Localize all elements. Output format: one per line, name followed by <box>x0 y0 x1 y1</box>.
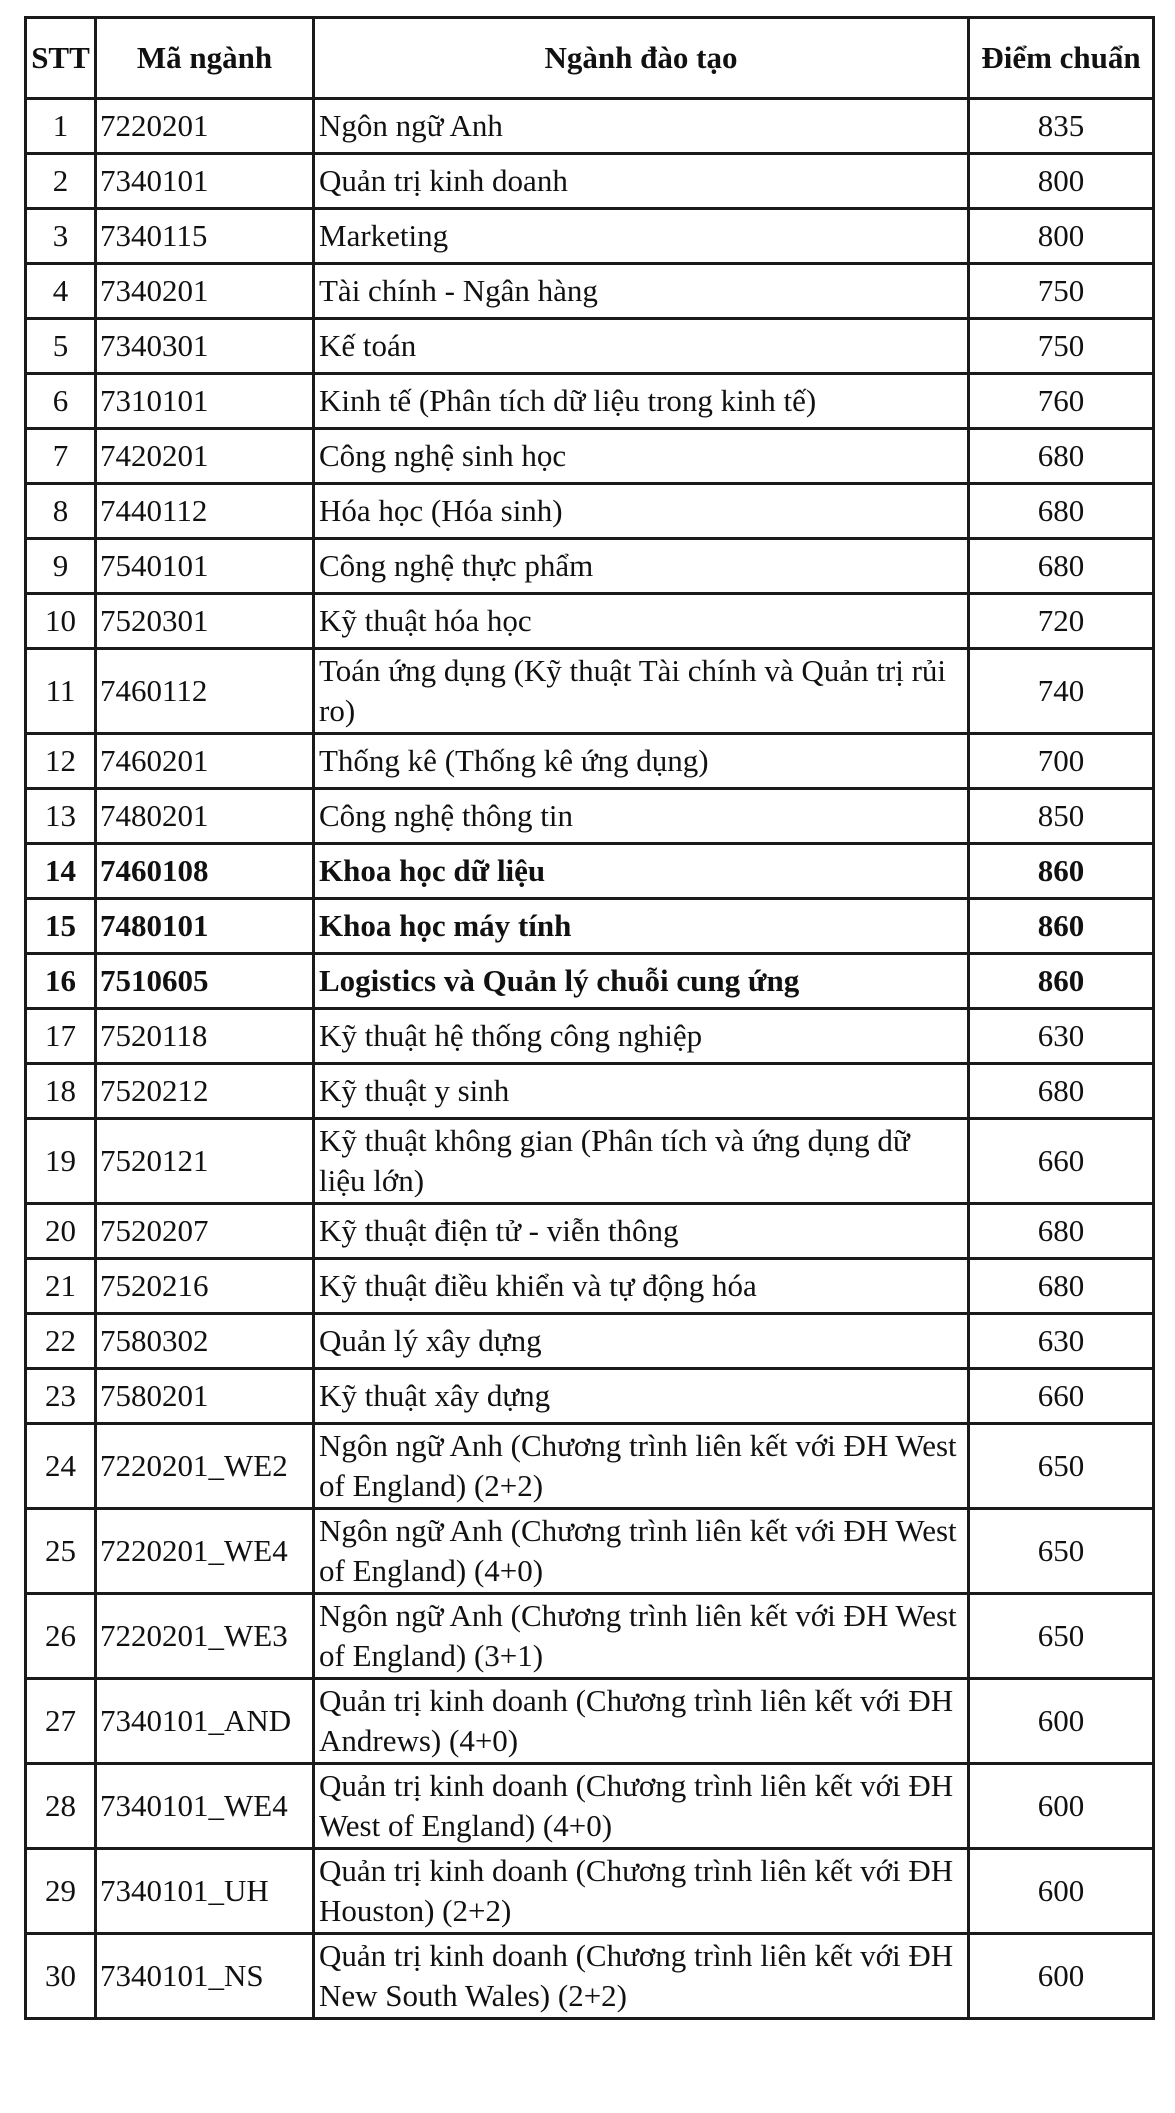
table-row <box>26 1314 1154 1369</box>
row-stt: 21 <box>26 1259 96 1314</box>
row-cutoff-score: 850 <box>969 789 1154 844</box>
table-row <box>26 734 1154 789</box>
row-stt: 26 <box>26 1594 96 1679</box>
row-major-name: Kỹ thuật hóa học <box>314 594 969 649</box>
row-stt: 22 <box>26 1314 96 1369</box>
row-cutoff-score: 650 <box>969 1594 1154 1679</box>
row-stt: 30 <box>26 1934 96 2019</box>
row-major-name: Kỹ thuật xây dựng <box>314 1369 969 1424</box>
row-major-name: Quản trị kinh doanh <box>314 154 969 209</box>
row-cutoff-score: 860 <box>969 954 1154 1009</box>
table-row <box>26 99 1154 154</box>
row-cutoff-score: 680 <box>969 1259 1154 1314</box>
row-stt: 28 <box>26 1764 96 1849</box>
row-cutoff-score: 680 <box>969 1204 1154 1259</box>
row-stt: 27 <box>26 1679 96 1764</box>
row-stt: 15 <box>26 899 96 954</box>
table-header <box>26 18 1154 99</box>
row-major-name: Khoa học máy tính <box>314 899 969 954</box>
row-major-name: Kỹ thuật hệ thống công nghiệp <box>314 1009 969 1064</box>
table-row <box>26 1679 1154 1764</box>
table-row <box>26 319 1154 374</box>
row-major-code: 7520121 <box>96 1119 314 1204</box>
row-major-code: 7520207 <box>96 1204 314 1259</box>
row-major-code: 7220201_WE2 <box>96 1424 314 1509</box>
row-major-code: 7480101 <box>96 899 314 954</box>
row-stt: 3 <box>26 209 96 264</box>
row-stt: 23 <box>26 1369 96 1424</box>
row-major-name: Logistics và Quản lý chuỗi cung ứng <box>314 954 969 1009</box>
row-stt: 13 <box>26 789 96 844</box>
row-cutoff-score: 860 <box>969 899 1154 954</box>
row-cutoff-score: 600 <box>969 1934 1154 2019</box>
row-cutoff-score: 750 <box>969 319 1154 374</box>
row-cutoff-score: 680 <box>969 539 1154 594</box>
row-major-code: 7340101_AND <box>96 1679 314 1764</box>
row-major-code: 7340101_NS <box>96 1934 314 2019</box>
row-major-name: Toán ứng dụng (Kỹ thuật Tài chính và Quản trị rủi ro) <box>314 649 969 734</box>
row-stt: 29 <box>26 1849 96 1934</box>
row-major-name: Quản trị kinh doanh (Chương trình liên kết với ĐH Andrews) (4+0) <box>314 1679 969 1764</box>
row-stt: 19 <box>26 1119 96 1204</box>
row-major-name: Ngôn ngữ Anh <box>314 99 969 154</box>
row-major-code: 7220201 <box>96 99 314 154</box>
row-major-code: 7460108 <box>96 844 314 899</box>
row-cutoff-score: 835 <box>969 99 1154 154</box>
row-major-name: Quản trị kinh doanh (Chương trình liên kết với ĐH New South Wales) (2+2) <box>314 1934 969 2019</box>
row-cutoff-score: 740 <box>969 649 1154 734</box>
row-cutoff-score: 660 <box>969 1369 1154 1424</box>
row-major-name: Kỹ thuật điện tử - viễn thông <box>314 1204 969 1259</box>
row-stt: 17 <box>26 1009 96 1064</box>
table-row <box>26 1064 1154 1119</box>
row-cutoff-score: 650 <box>969 1509 1154 1594</box>
row-major-code: 7310101 <box>96 374 314 429</box>
header-major-name: Ngành đào tạo <box>314 18 969 99</box>
row-major-name: Marketing <box>314 209 969 264</box>
table-row <box>26 1204 1154 1259</box>
row-major-name: Kế toán <box>314 319 969 374</box>
row-stt: 20 <box>26 1204 96 1259</box>
row-cutoff-score: 700 <box>969 734 1154 789</box>
row-major-code: 7520118 <box>96 1009 314 1064</box>
row-major-name: Ngôn ngữ Anh (Chương trình liên kết với ĐH West of England) (2+2) <box>314 1424 969 1509</box>
row-major-code: 7340115 <box>96 209 314 264</box>
row-major-name: Quản trị kinh doanh (Chương trình liên kết với ĐH West of England) (4+0) <box>314 1764 969 1849</box>
row-major-name: Ngôn ngữ Anh (Chương trình liên kết với ĐH West of England) (4+0) <box>314 1509 969 1594</box>
row-stt: 9 <box>26 539 96 594</box>
table-row <box>26 539 1154 594</box>
table-row <box>26 374 1154 429</box>
row-major-code: 7460201 <box>96 734 314 789</box>
row-stt: 7 <box>26 429 96 484</box>
table-row <box>26 1369 1154 1424</box>
row-stt: 11 <box>26 649 96 734</box>
table-body <box>26 99 1154 2019</box>
row-major-name: Công nghệ thực phẩm <box>314 539 969 594</box>
row-major-name: Kỹ thuật y sinh <box>314 1064 969 1119</box>
table-row <box>26 1764 1154 1849</box>
row-major-code: 7520212 <box>96 1064 314 1119</box>
admission-score-sheet <box>24 16 1152 2020</box>
row-major-name: Tài chính - Ngân hàng <box>314 264 969 319</box>
row-major-name: Quản trị kinh doanh (Chương trình liên kết với ĐH Houston) (2+2) <box>314 1849 969 1934</box>
table-row <box>26 594 1154 649</box>
table-row <box>26 899 1154 954</box>
row-stt: 8 <box>26 484 96 539</box>
row-cutoff-score: 680 <box>969 484 1154 539</box>
row-major-code: 7520301 <box>96 594 314 649</box>
row-major-name: Công nghệ thông tin <box>314 789 969 844</box>
header-major-code: Mã ngành <box>96 18 314 99</box>
row-stt: 12 <box>26 734 96 789</box>
admission-score-table <box>24 16 1155 2020</box>
row-cutoff-score: 660 <box>969 1119 1154 1204</box>
row-cutoff-score: 800 <box>969 154 1154 209</box>
table-row <box>26 1259 1154 1314</box>
row-stt: 1 <box>26 99 96 154</box>
row-major-code: 7460112 <box>96 649 314 734</box>
table-row <box>26 1849 1154 1934</box>
table-row <box>26 484 1154 539</box>
row-major-code: 7480201 <box>96 789 314 844</box>
header-stt: STT <box>26 18 96 99</box>
row-cutoff-score: 600 <box>969 1679 1154 1764</box>
table-row <box>26 429 1154 484</box>
row-major-name: Quản lý xây dựng <box>314 1314 969 1369</box>
row-stt: 24 <box>26 1424 96 1509</box>
row-cutoff-score: 800 <box>969 209 1154 264</box>
row-cutoff-score: 600 <box>969 1764 1154 1849</box>
row-major-code: 7440112 <box>96 484 314 539</box>
table-row <box>26 1934 1154 2019</box>
row-major-name: Ngôn ngữ Anh (Chương trình liên kết với ĐH West of England) (3+1) <box>314 1594 969 1679</box>
row-major-name: Công nghệ sinh học <box>314 429 969 484</box>
table-row <box>26 649 1154 734</box>
table-row <box>26 1119 1154 1204</box>
row-stt: 4 <box>26 264 96 319</box>
row-major-code: 7540101 <box>96 539 314 594</box>
row-major-code: 7580201 <box>96 1369 314 1424</box>
row-stt: 18 <box>26 1064 96 1119</box>
row-major-name: Khoa học dữ liệu <box>314 844 969 899</box>
table-row <box>26 1509 1154 1594</box>
row-cutoff-score: 750 <box>969 264 1154 319</box>
table-row <box>26 209 1154 264</box>
row-major-name: Thống kê (Thống kê ứng dụng) <box>314 734 969 789</box>
row-major-code: 7220201_WE4 <box>96 1509 314 1594</box>
row-stt: 6 <box>26 374 96 429</box>
header-row <box>26 18 1154 99</box>
row-stt: 14 <box>26 844 96 899</box>
row-major-name: Kỹ thuật không gian (Phân tích và ứng dụng dữ liệu lớn) <box>314 1119 969 1204</box>
header-cutoff-score: Điểm chuẩn <box>969 18 1154 99</box>
row-stt: 2 <box>26 154 96 209</box>
table-row <box>26 154 1154 209</box>
row-cutoff-score: 630 <box>969 1009 1154 1064</box>
row-cutoff-score: 630 <box>969 1314 1154 1369</box>
table-row <box>26 1009 1154 1064</box>
row-cutoff-score: 650 <box>969 1424 1154 1509</box>
row-cutoff-score: 680 <box>969 429 1154 484</box>
row-cutoff-score: 680 <box>969 1064 1154 1119</box>
row-cutoff-score: 860 <box>969 844 1154 899</box>
row-major-code: 7220201_WE3 <box>96 1594 314 1679</box>
row-major-code: 7340101_WE4 <box>96 1764 314 1849</box>
row-cutoff-score: 720 <box>969 594 1154 649</box>
row-stt: 5 <box>26 319 96 374</box>
table-row <box>26 844 1154 899</box>
table-row <box>26 1424 1154 1509</box>
row-stt: 16 <box>26 954 96 1009</box>
table-row <box>26 264 1154 319</box>
row-major-code: 7340101_UH <box>96 1849 314 1934</box>
row-major-code: 7510605 <box>96 954 314 1009</box>
row-major-name: Kỹ thuật điều khiển và tự động hóa <box>314 1259 969 1314</box>
row-stt: 25 <box>26 1509 96 1594</box>
row-major-name: Hóa học (Hóa sinh) <box>314 484 969 539</box>
row-cutoff-score: 760 <box>969 374 1154 429</box>
row-major-code: 7420201 <box>96 429 314 484</box>
row-major-name: Kinh tế (Phân tích dữ liệu trong kinh tế) <box>314 374 969 429</box>
table-row <box>26 1594 1154 1679</box>
row-cutoff-score: 600 <box>969 1849 1154 1934</box>
table-row <box>26 954 1154 1009</box>
row-major-code: 7580302 <box>96 1314 314 1369</box>
table-row <box>26 789 1154 844</box>
row-stt: 10 <box>26 594 96 649</box>
row-major-code: 7520216 <box>96 1259 314 1314</box>
row-major-code: 7340301 <box>96 319 314 374</box>
row-major-code: 7340101 <box>96 154 314 209</box>
row-major-code: 7340201 <box>96 264 314 319</box>
